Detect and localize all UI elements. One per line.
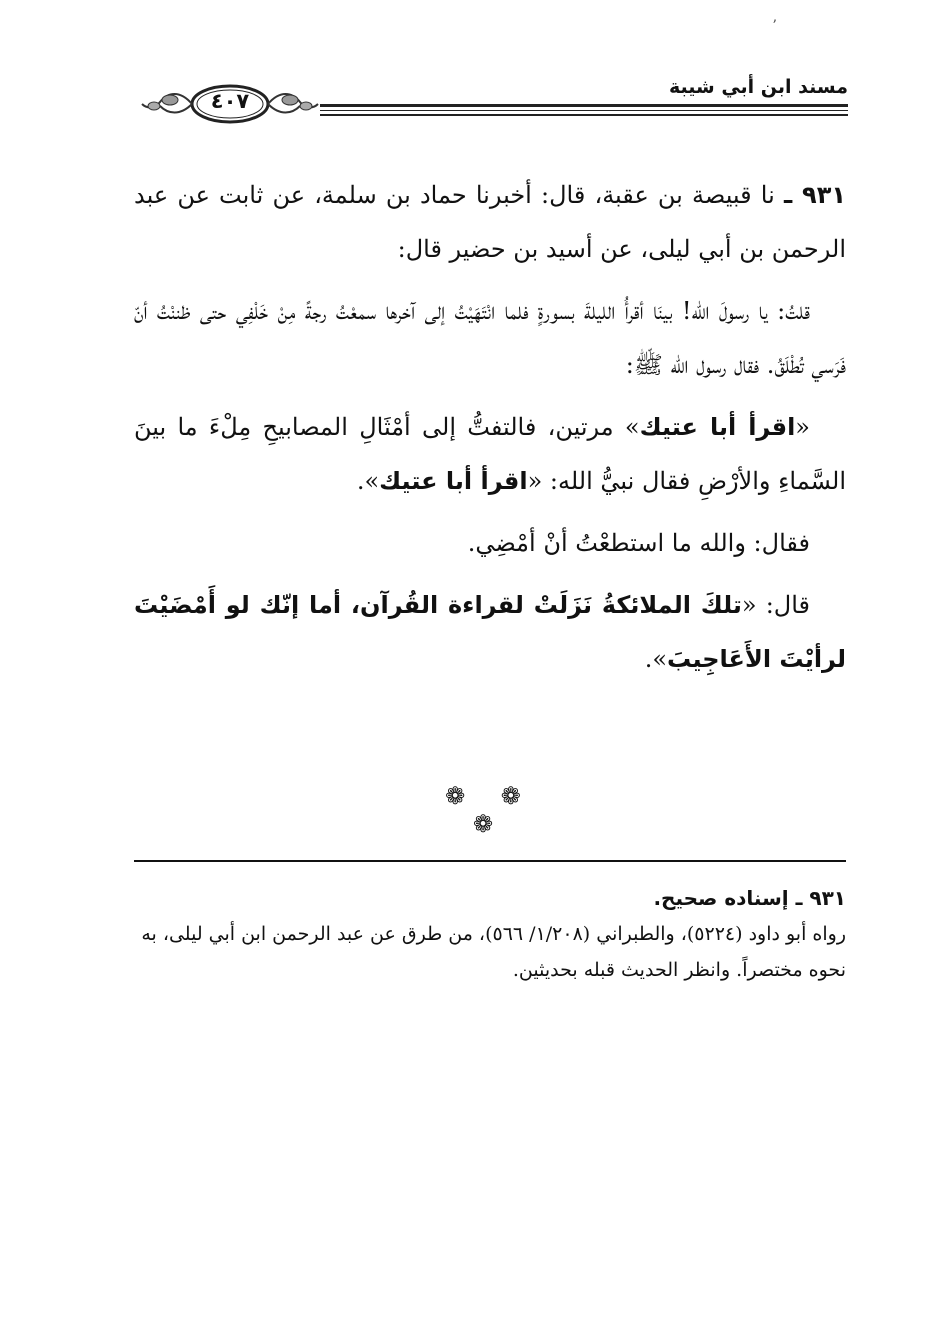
header-rule xyxy=(320,114,848,116)
isnad-paragraph xyxy=(134,168,846,276)
hadith-paragraph-1: قلتُ: يا رسولَ الله! بينَا أقرأُ الليلةَ بسورةٍ فلما انْتَهَيْتُ إلى آخرها سمعْتُ رجةً مِنْ خَلْفِي حتى ظننْتُ أنّ فَرَسي تُطْلَقُ. فقال رسول الله ﷺ: xyxy=(134,297,846,379)
prophet-quote: اقرأ أبا عتيك xyxy=(639,413,796,441)
hadith-number: ٩٣١ ـ xyxy=(783,181,846,209)
narration-text: قال: « xyxy=(741,591,810,619)
hadith-body xyxy=(134,168,846,694)
footnote-rule xyxy=(134,860,846,862)
isnad-text: نا قبيصة بن عقبة، قال: أخبرنا حماد بن سلمة، عن ثابت عن عبد الرحمن بن أبي ليلى، عن أسيد بن حضير قال: xyxy=(134,181,846,263)
header-rule xyxy=(320,110,848,111)
header-rule xyxy=(320,104,848,107)
prophet-quote: تلكَ الملائكةُ نَزَلَتْ لقراءة القُرآن، أما إنّك لو أَمْضَيْتَ لرأيْتَ الأَعَاجِيبَ xyxy=(134,591,846,673)
hadith-paragraph-2 xyxy=(134,400,846,508)
page-number: ٤٠٧ xyxy=(210,89,250,113)
quote-close: ». xyxy=(644,645,668,673)
footnote xyxy=(134,880,846,988)
running-header-title: مسند ابن أبي شيبة xyxy=(668,76,848,98)
quote-open: « xyxy=(795,413,810,441)
narration-text: » مرتين، فالتفتُّ إلى أمْثَالِ المصابيحِ مِلْءَ ما بينَ السَّماءِ والأرْضِ فقال نبيُّ الله: « xyxy=(134,413,846,495)
prophet-quote: اقرأ أبا عتيك xyxy=(379,467,528,495)
footnote-text: رواه أبو داود (٥٢٢٤)، والطبراني (١/٢٠٨/ ٥٦٦)، من طرق عن عبد الرحمن ابن أبي ليلى، به نحوه مختصراً. وانظر الحديث قبله بحديثين. xyxy=(141,923,846,981)
section-separator: ❁ ❁ ❁ xyxy=(445,782,535,838)
corner-mark: ʼ xyxy=(772,18,777,34)
quote-close: ». xyxy=(356,467,380,495)
hadith-paragraph-3: فقال: والله ما استطعْتُ أنْ أمْضِي. xyxy=(467,529,810,557)
hadith-paragraph-4 xyxy=(134,578,846,686)
footnote-title: ٩٣١ ـ إسناده صحيح. xyxy=(653,886,846,910)
